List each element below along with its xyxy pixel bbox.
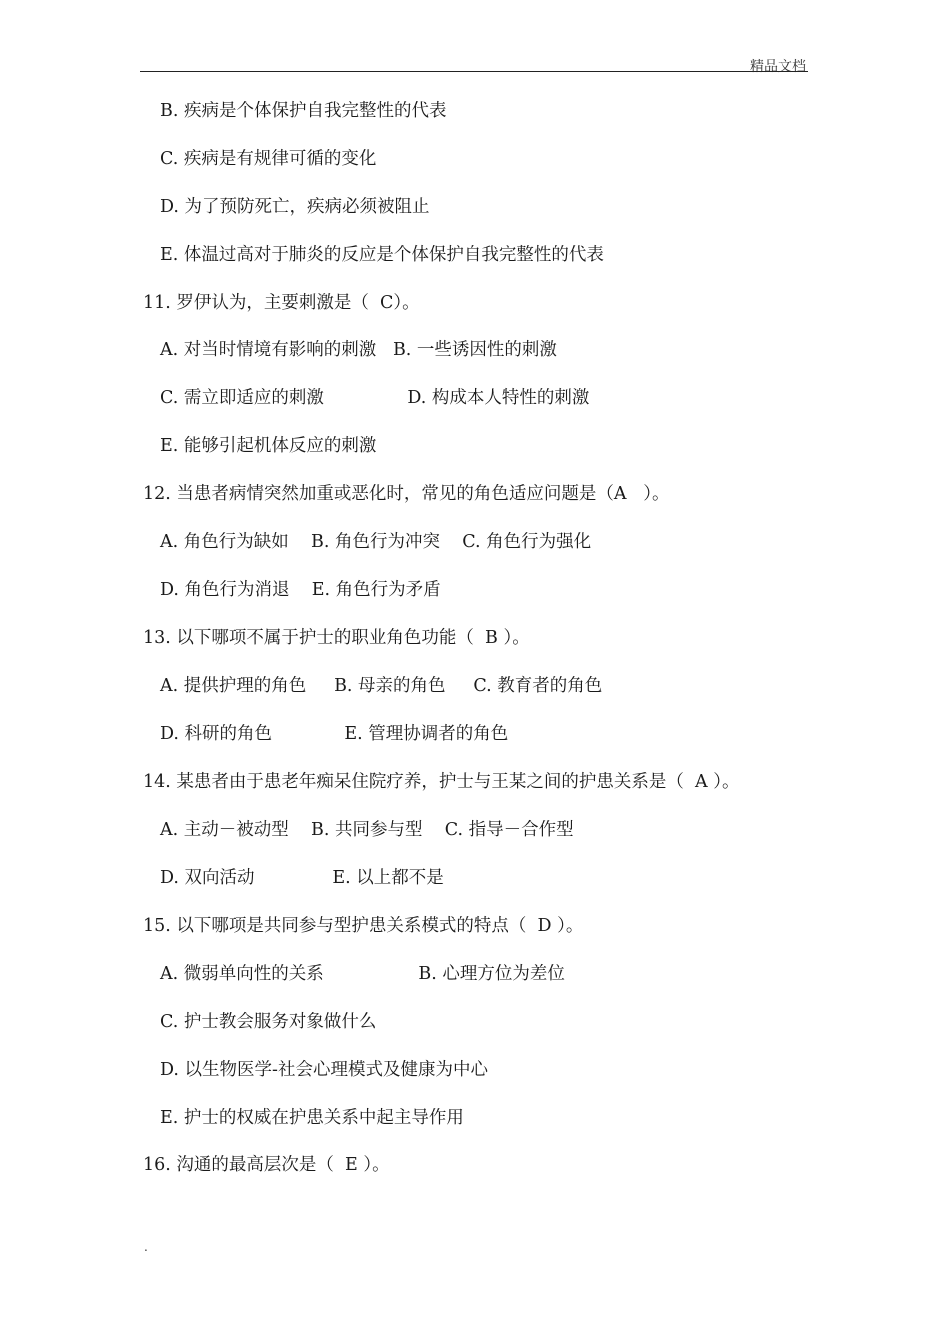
option-line: D. 角色行为消退 E. 角色行为矛盾 <box>160 580 441 600</box>
question-line: 13. 以下哪项不属于护士的职业角色功能（ B ）。 <box>143 628 530 648</box>
option-line: D. 双向活动 E. 以上都不是 <box>160 868 444 888</box>
option-line: A. 角色行为缺如 B. 角色行为冲突 C. 角色行为强化 <box>160 532 592 552</box>
footer-mark: . <box>144 1240 148 1254</box>
question-line: 12. 当患者病情突然加重或恶化时，常见的角色适应问题是（A ）。 <box>143 484 670 504</box>
header-divider <box>140 71 808 72</box>
option-line: A. 主动－被动型 B. 共同参与型 C. 指导－合作型 <box>160 820 574 840</box>
question-line: 15. 以下哪项是共同参与型护患关系模式的特点（ D ）。 <box>143 916 584 936</box>
option-line: A. 微弱单向性的关系 B. 心理方位为差位 <box>160 964 565 984</box>
header-label: 精品文档 <box>750 59 806 75</box>
option-line: C. 疾病是有规律可循的变化 <box>160 149 377 169</box>
option-line: B. 疾病是个体保护自我完整性的代表 <box>160 101 447 121</box>
option-line: D. 为了预防死亡，疾病必须被阻止 <box>160 197 430 217</box>
option-line: A. 提供护理的角色 B. 母亲的角色 C. 教育者的角色 <box>160 676 603 696</box>
option-line: C. 护士教会服务对象做什么 <box>160 1012 377 1032</box>
question-line: 16. 沟通的最高层次是（ E ）。 <box>143 1155 390 1175</box>
option-line: A. 对当时情境有影响的刺激 B. 一些诱因性的刺激 <box>160 340 557 360</box>
option-line: C. 需立即适应的刺激 D. 构成本人特性的刺激 <box>160 388 590 408</box>
question-line: 11. 罗伊认为，主要刺激是（ C）。 <box>143 293 420 313</box>
option-line: D. 以生物医学-社会心理模式及健康为中心 <box>160 1060 488 1080</box>
option-line: E. 体温过高对于肺炎的反应是个体保护自我完整性的代表 <box>160 245 604 265</box>
option-line: D. 科研的角色 E. 管理协调者的角色 <box>160 724 509 744</box>
option-line: E. 能够引起机体反应的刺激 <box>160 436 377 456</box>
question-line: 14. 某患者由于患老年痴呆住院疗养，护士与王某之间的护患关系是（ A ）。 <box>143 772 740 792</box>
option-line: E. 护士的权威在护患关系中起主导作用 <box>160 1108 464 1128</box>
